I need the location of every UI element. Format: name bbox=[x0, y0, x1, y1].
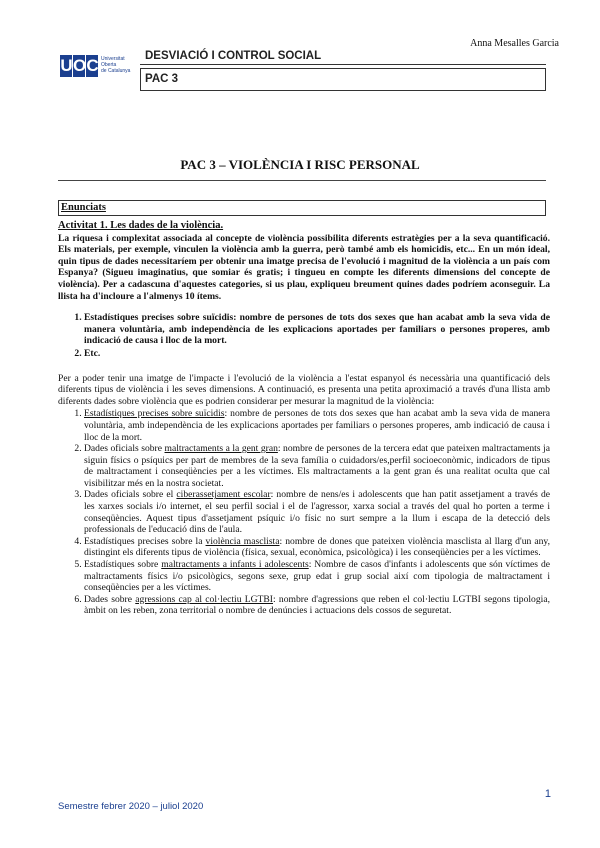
answer-item-pre: Dades sobre bbox=[84, 593, 136, 605]
logo-letter-u: U bbox=[60, 56, 72, 75]
answer-intro: Per a poder tenir una imatge de l'impacte i l'evolució de la violència a l'estat espanyol és necessària una quantificació dels diferents tipus de violència i les seves dimensions. A continuació, es presenta una petita aproximació a través d'una llista amb diferents dades sobre violència que es podrien considerar per mesurar la magnitud de la violència: bbox=[58, 372, 550, 407]
author-name: Anna Mesalles Garcia bbox=[470, 38, 559, 49]
page-number: 1 bbox=[544, 788, 551, 800]
answer-item-post: : Nombre de casos d'infants i adolescents que són víctimes de maltractaments físics i/o psicològics, segons sexe, grup edat i grup social així com tipologia de maltractament i conseqüències per a les víctimes. bbox=[84, 559, 551, 594]
answer-item-pre: Estadístiques sobre bbox=[84, 559, 162, 571]
answer-item bbox=[84, 489, 550, 535]
title-underline bbox=[58, 180, 546, 181]
uoc-logo-letters bbox=[60, 54, 98, 78]
section-header-box bbox=[58, 200, 546, 216]
answer-item-term: ciberassetjament escolar bbox=[176, 489, 271, 501]
answer-item bbox=[84, 559, 550, 594]
answer-item-pre: Estadístiques precises sobre la bbox=[84, 535, 206, 547]
section-label: Enunciats bbox=[61, 202, 106, 213]
answer-item-post: : nombre d'agressions que reben el col·lectiu LGTBI segons tipologia, àmbit on les reben, zona territorial o nombre de denúncies i actuacions dels cossos de seguretat. bbox=[84, 593, 550, 617]
example-item: 1. Estadístiques precises sobre suïcidis: nombre de persones de tots dos sexes que han acabat amb la seva vida de manera voluntària, amb independència de les explicacions aportades per familiars o persones properes, amb indicació de causa i lloc de la mort. bbox=[84, 312, 550, 347]
course-title: DESVIACIÓ I CONTROL SOCIAL bbox=[145, 50, 322, 62]
answer-item-pre: Dades oficials sobre el bbox=[84, 489, 177, 501]
uoc-logo-text bbox=[101, 56, 130, 74]
logo-line-2: Oberta bbox=[101, 62, 117, 68]
answer-item-term: maltractaments a la gent gran bbox=[164, 443, 278, 455]
activity-statement: La riquesa i complexitat associada al concepte de violència possibilita diferents estratègies per a la seva quantificació. Els materials, per exemple, vinculen la violència amb la guerra, però també amb els homicidis, etc... En un món ideal, quin tipus de dades necessitaríem per obtenir una imatge precisa de l'evolució i magnitud de la violència a un país com Espanya? (Sigueu imaginatius, que somiar és gratis; i tingueu en compte les diferents dimensions del concepte de violència). Per a cadascuna d'aquestes categories, si us plau, expliqueu breument quines dades podríem aconseguir. La llista ha d'incloure a l'almenys 10 ítems. bbox=[58, 232, 550, 302]
logo-line-3: de Catalunya bbox=[101, 68, 131, 74]
answer-item-post: : nombre de persones de la tercera edat que pateixen maltractaments ja siguin físics o psíquics per part de membres de la seva família o cuidadors/es,perfil socioeconòmic, indicadors de tipus de maltractament i conseqüències per a les víctimes. Els maltractaments a la gent gran és una realitat oculta que cal visibilitzar més en la nostra societat. bbox=[84, 443, 550, 489]
pac-label: PAC 3 bbox=[145, 73, 179, 85]
answer-item-term: agressions cap al col·lectiu LGTBI bbox=[135, 593, 273, 605]
logo-line-1: Universitat bbox=[101, 56, 125, 62]
answer-item bbox=[84, 408, 550, 443]
answer-item-term: Estadístiques precises sobre suïcidis bbox=[84, 408, 225, 420]
activity-title: Activitat 1. Les dades de la violència. bbox=[58, 220, 224, 231]
answer-item-term: maltractaments a infants i adolescents bbox=[161, 559, 309, 571]
answer-item bbox=[84, 536, 550, 559]
footer-semester: Semestre febrer 2020 – juliol 2020 bbox=[58, 801, 204, 812]
answer-item-term: violència masclista bbox=[205, 535, 280, 547]
document-title: PAC 3 – VIOLÈNCIA I RISC PERSONAL bbox=[180, 157, 420, 172]
answer-item-post: : nombre de nens/es i adolescents que han patit assetjament a través de les xarxes socials i/o internet, el seu perfil social i el de l'agressor, xarxa social a través del qual ho porten a terme i conseqüències. Aquest tipus d'assetjament psíquic i/o físic no surt sempre a la llum i escapa de la detecció dels professionals de l'educació dins de l'aula. bbox=[84, 489, 550, 536]
logo-letter-o: O bbox=[73, 56, 86, 75]
example-list bbox=[58, 312, 550, 359]
answer-item-pre: Dades oficials sobre bbox=[84, 443, 165, 455]
pac-box bbox=[140, 68, 546, 91]
answer-item-post: : nombre de persones de tots dos sexes que han acabat amb la seva vida de manera voluntària, amb independència de les explicacions aportades per familiars o persones properes, amb indicació de causa i lloc de la mort. bbox=[84, 408, 550, 443]
example-item: 2. Etc. bbox=[84, 348, 550, 360]
answer-list bbox=[58, 408, 550, 617]
logo-letter-c: C bbox=[86, 56, 98, 75]
document-body bbox=[58, 220, 550, 617]
answer-item bbox=[84, 594, 550, 617]
uoc-logo bbox=[60, 54, 140, 78]
header-divider bbox=[140, 64, 546, 65]
answer-item bbox=[84, 443, 550, 489]
answer-item-post: : nombre de dones que pateixen violència masclista al llarg d'un any, distingint els diferents tipus de violència (física, sexual, econòmica, psicològica) i les conseqüències per a les víctimes. bbox=[84, 535, 551, 559]
